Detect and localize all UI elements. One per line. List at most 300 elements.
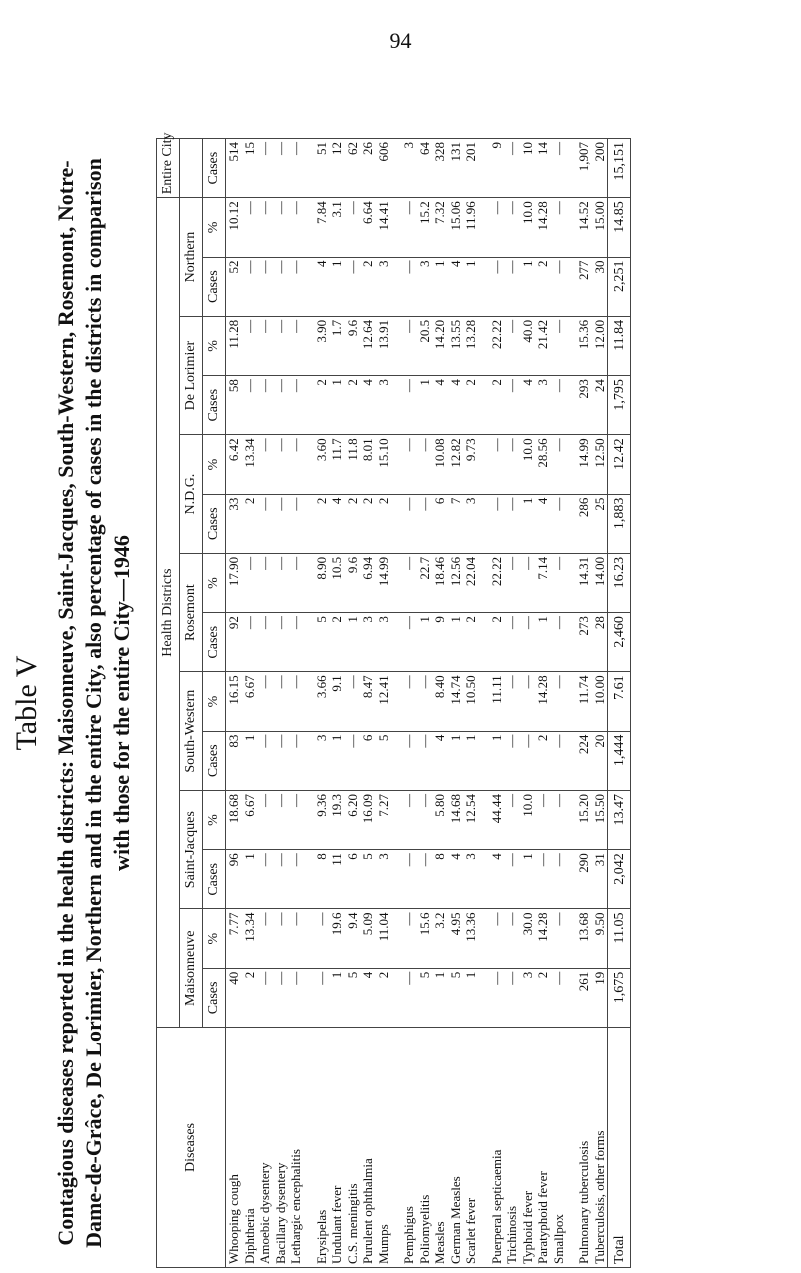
table-cell bbox=[479, 613, 489, 672]
table-cell bbox=[304, 257, 314, 316]
table-cell: 131 bbox=[448, 139, 464, 198]
table-cell: 1 bbox=[329, 376, 345, 435]
table-cell: 224 bbox=[576, 731, 592, 790]
table-cell: 3.2 bbox=[432, 909, 448, 968]
table-cell: — bbox=[504, 553, 520, 612]
table-cell: 44.44 bbox=[489, 790, 505, 849]
table-cell: — bbox=[257, 494, 273, 553]
table-cell: — bbox=[551, 790, 567, 849]
table-cell: 10.00 bbox=[592, 672, 608, 731]
disease-name: German Measles bbox=[448, 1028, 464, 1268]
district-header: N.D.G. bbox=[180, 435, 203, 554]
table-cell: — bbox=[504, 316, 520, 375]
table-cell: — bbox=[401, 435, 417, 494]
total-cell: 1,675 bbox=[608, 968, 631, 1027]
table-row bbox=[489, 139, 505, 1268]
table-cell bbox=[304, 968, 314, 1027]
percent-subheader: % bbox=[203, 909, 226, 968]
table-cell bbox=[304, 672, 314, 731]
table-cell: 21.42 bbox=[535, 316, 551, 375]
table-cell: 2 bbox=[314, 494, 330, 553]
table-cell: 12.82 bbox=[448, 435, 464, 494]
table-cell: — bbox=[401, 494, 417, 553]
table-cell bbox=[566, 198, 576, 257]
total-cell: 16.23 bbox=[608, 553, 631, 612]
table-cell: — bbox=[257, 257, 273, 316]
table-cell: 1 bbox=[242, 850, 258, 909]
district-header: Saint-Jacques bbox=[180, 790, 203, 909]
table-cell: — bbox=[257, 909, 273, 968]
table-cell: 13.55 bbox=[448, 316, 464, 375]
table-cell: 28.56 bbox=[535, 435, 551, 494]
table-cell: 12.54 bbox=[463, 790, 479, 849]
table-cell: 261 bbox=[576, 968, 592, 1027]
table-cell: — bbox=[257, 790, 273, 849]
disease-name: Poliomyelitis bbox=[417, 1028, 433, 1268]
table-cell: — bbox=[504, 435, 520, 494]
table-cell: — bbox=[504, 850, 520, 909]
table-cell: 13.36 bbox=[463, 909, 479, 968]
table-cell: 201 bbox=[463, 139, 479, 198]
health-districts-header: Health Districts bbox=[157, 198, 180, 1028]
table-cell: — bbox=[401, 731, 417, 790]
table-cell: — bbox=[551, 553, 567, 612]
table-cell: 293 bbox=[576, 376, 592, 435]
table-cell: 5 bbox=[314, 613, 330, 672]
table-cell: 10.0 bbox=[520, 790, 536, 849]
table-cell: — bbox=[551, 316, 567, 375]
table-cell: 3 bbox=[520, 968, 536, 1027]
table-cell: 10.0 bbox=[520, 198, 536, 257]
table-cell bbox=[479, 850, 489, 909]
disease-name: Erysipelas bbox=[314, 1028, 330, 1268]
table-cell: — bbox=[401, 850, 417, 909]
percent-subheader: % bbox=[203, 198, 226, 257]
table-cell: — bbox=[520, 553, 536, 612]
table-cell: 22.22 bbox=[489, 316, 505, 375]
table-cell: 290 bbox=[576, 850, 592, 909]
table-cell: 2 bbox=[242, 968, 258, 1027]
table-cell: — bbox=[520, 672, 536, 731]
district-header: Maisonneuve bbox=[180, 909, 203, 1028]
district-header: Northern bbox=[180, 198, 203, 317]
table-cell bbox=[566, 553, 576, 612]
table-cell: 7.77 bbox=[226, 909, 242, 968]
total-cell: 1,444 bbox=[608, 731, 631, 790]
table-cell: 14.00 bbox=[592, 553, 608, 612]
table-cell: 15 bbox=[242, 139, 258, 198]
table-cell: 4 bbox=[448, 376, 464, 435]
table-cell: — bbox=[257, 198, 273, 257]
table-row bbox=[448, 139, 464, 1268]
table-cell: 14.28 bbox=[535, 198, 551, 257]
table-cell: — bbox=[257, 968, 273, 1027]
disease-name bbox=[566, 1028, 576, 1268]
table-cell: 4 bbox=[360, 376, 376, 435]
total-cell: 14.85 bbox=[608, 198, 631, 257]
table-cell: 3 bbox=[376, 257, 392, 316]
table-cell: — bbox=[489, 435, 505, 494]
table-cell: 15.50 bbox=[592, 790, 608, 849]
table-cell: 3 bbox=[417, 257, 433, 316]
table-cell: — bbox=[504, 257, 520, 316]
table-cell: 11.04 bbox=[376, 909, 392, 968]
disease-name: Whooping cough bbox=[226, 1028, 242, 1268]
table-cell bbox=[304, 731, 314, 790]
table-cell: — bbox=[551, 494, 567, 553]
table-row bbox=[592, 139, 608, 1268]
table-cell: — bbox=[489, 909, 505, 968]
total-cell: 11.05 bbox=[608, 909, 631, 968]
table-cell: 9.36 bbox=[314, 790, 330, 849]
table-cell: 3.66 bbox=[314, 672, 330, 731]
table-cell: — bbox=[417, 850, 433, 909]
cases-subheader: Cases bbox=[203, 494, 226, 553]
table-cell: — bbox=[401, 316, 417, 375]
cases-subheader: Cases bbox=[203, 376, 226, 435]
table-cell: 64 bbox=[417, 139, 433, 198]
cases-subheader: Cases bbox=[203, 731, 226, 790]
table-cell: 16.15 bbox=[226, 672, 242, 731]
table-cell: 19.6 bbox=[329, 909, 345, 968]
table-cell: 1 bbox=[448, 731, 464, 790]
table-cell bbox=[479, 376, 489, 435]
table-cell: — bbox=[273, 139, 289, 198]
table-cell: — bbox=[257, 850, 273, 909]
table-cell bbox=[391, 316, 401, 375]
cases-subheader: Cases bbox=[203, 968, 226, 1027]
table-cell: 4 bbox=[314, 257, 330, 316]
table-cell: — bbox=[504, 790, 520, 849]
table-cell: 20 bbox=[592, 731, 608, 790]
table-cell: 606 bbox=[376, 139, 392, 198]
table-cell: — bbox=[504, 139, 520, 198]
table-row bbox=[417, 139, 433, 1268]
total-row bbox=[608, 139, 631, 1268]
total-cell: 2,460 bbox=[608, 613, 631, 672]
table-cell bbox=[304, 790, 314, 849]
table-cell: — bbox=[288, 731, 304, 790]
table-cell: 2 bbox=[489, 613, 505, 672]
table-cell: — bbox=[551, 672, 567, 731]
table-cell bbox=[479, 198, 489, 257]
table-cell: 1 bbox=[345, 613, 361, 672]
table-cell: — bbox=[489, 968, 505, 1027]
table-cell: 4 bbox=[360, 968, 376, 1027]
table-cell: 2 bbox=[345, 494, 361, 553]
percent-subheader: % bbox=[203, 790, 226, 849]
table-cell: — bbox=[504, 672, 520, 731]
table-cell: — bbox=[288, 198, 304, 257]
table-cell: 14.74 bbox=[448, 672, 464, 731]
table-cell: 3.60 bbox=[314, 435, 330, 494]
table-cell: 28 bbox=[592, 613, 608, 672]
page-number: 94 bbox=[389, 28, 412, 53]
entire-city-header: Entire City bbox=[157, 139, 180, 198]
table-cell: — bbox=[535, 790, 551, 849]
table-cell: 6 bbox=[345, 850, 361, 909]
table-cell: 13.34 bbox=[242, 435, 258, 494]
percent-subheader: % bbox=[203, 316, 226, 375]
table-cell: — bbox=[273, 435, 289, 494]
table-cell bbox=[479, 731, 489, 790]
table-cell: 4 bbox=[432, 731, 448, 790]
table-cell: — bbox=[401, 613, 417, 672]
cases-subheader: Cases bbox=[203, 613, 226, 672]
table-cell: 2 bbox=[242, 494, 258, 553]
table-cell: 2 bbox=[535, 257, 551, 316]
table-cell: — bbox=[288, 672, 304, 731]
table-cell: 22.04 bbox=[463, 553, 479, 612]
table-cell bbox=[566, 731, 576, 790]
table-cell: — bbox=[273, 613, 289, 672]
table-cell: 5 bbox=[417, 968, 433, 1027]
disease-name bbox=[391, 1028, 401, 1268]
disease-name: Purulent ophthalmia bbox=[360, 1028, 376, 1268]
table-cell: 6.20 bbox=[345, 790, 361, 849]
table-cell: 1 bbox=[448, 613, 464, 672]
table-cell: 1 bbox=[417, 376, 433, 435]
spacer-row bbox=[391, 139, 401, 1268]
table-cell: 6.67 bbox=[242, 790, 258, 849]
table-cell: 5.09 bbox=[360, 909, 376, 968]
disease-name bbox=[304, 1028, 314, 1268]
disease-name: C.S. meningitis bbox=[345, 1028, 361, 1268]
table-cell bbox=[391, 139, 401, 198]
table-cell: 7.32 bbox=[432, 198, 448, 257]
spacer-row bbox=[304, 139, 314, 1268]
table-cell: 11.96 bbox=[463, 198, 479, 257]
table-cell: 8 bbox=[432, 850, 448, 909]
table-cell: — bbox=[417, 435, 433, 494]
table-cell: 3 bbox=[463, 494, 479, 553]
table-cell: 3 bbox=[314, 731, 330, 790]
table-cell: 2 bbox=[535, 968, 551, 1027]
table-cell: 9.4 bbox=[345, 909, 361, 968]
table-cell: 7.14 bbox=[535, 553, 551, 612]
table-cell: 15.2 bbox=[417, 198, 433, 257]
table-cell: — bbox=[288, 553, 304, 612]
table-cell: 1 bbox=[463, 731, 479, 790]
table-cell: 4 bbox=[432, 376, 448, 435]
table-row bbox=[257, 139, 273, 1268]
table-cell: 2 bbox=[463, 613, 479, 672]
rotated-table-page bbox=[8, 132, 778, 1268]
table-cell: — bbox=[551, 731, 567, 790]
table-cell: 3 bbox=[376, 850, 392, 909]
cases-subheader: Cases bbox=[203, 257, 226, 316]
table-cell: 14.68 bbox=[448, 790, 464, 849]
disease-name bbox=[479, 1028, 489, 1268]
disease-name: Bacillary dysentery bbox=[273, 1028, 289, 1268]
disease-name: Scarlet fever bbox=[463, 1028, 479, 1268]
table-cell: — bbox=[242, 316, 258, 375]
table-cell: 1 bbox=[463, 257, 479, 316]
table-cell: — bbox=[273, 494, 289, 553]
disease-name: Pulmonary tuberculosis bbox=[576, 1028, 592, 1268]
table-cell: 11.8 bbox=[345, 435, 361, 494]
table-cell: — bbox=[504, 494, 520, 553]
table-cell: 7.27 bbox=[376, 790, 392, 849]
table-cell: — bbox=[314, 968, 330, 1027]
table-cell bbox=[479, 494, 489, 553]
table-cell: — bbox=[489, 494, 505, 553]
disease-name: Mumps bbox=[376, 1028, 392, 1268]
table-row bbox=[288, 139, 304, 1268]
table-cell: — bbox=[273, 316, 289, 375]
table-cell: — bbox=[314, 909, 330, 968]
table-cell: 2 bbox=[535, 731, 551, 790]
table-cell: — bbox=[273, 790, 289, 849]
table-cell: 31 bbox=[592, 850, 608, 909]
table-cell: 2 bbox=[360, 257, 376, 316]
table-cell: 14.28 bbox=[535, 909, 551, 968]
table-cell: — bbox=[551, 139, 567, 198]
table-cell bbox=[566, 316, 576, 375]
table-cell: 24 bbox=[592, 376, 608, 435]
table-cell: 273 bbox=[576, 613, 592, 672]
table-heading: Contagious diseases reported in the health districts: Maisonneuve, Saint-Jacques, South-Western, Rosemont, Notre-Dame-de-Grâce, De Lorimier, Northern and in the entire City, also percentage of cases in the districts in comparison with those for the entire City—1946 bbox=[53, 158, 134, 1248]
diseases-table bbox=[156, 132, 631, 1268]
table-cell: 4 bbox=[489, 850, 505, 909]
table-cell: — bbox=[257, 316, 273, 375]
table-cell: — bbox=[401, 968, 417, 1027]
table-cell: 10 bbox=[520, 139, 536, 198]
table-cell: — bbox=[417, 731, 433, 790]
table-cell: 9.50 bbox=[592, 909, 608, 968]
table-cell: 52 bbox=[226, 257, 242, 316]
table-cell: 3 bbox=[535, 376, 551, 435]
table-cell bbox=[566, 257, 576, 316]
table-cell bbox=[391, 790, 401, 849]
table-cell: 9.73 bbox=[463, 435, 479, 494]
total-cell: 1,795 bbox=[608, 376, 631, 435]
table-cell: 16.09 bbox=[360, 790, 376, 849]
disease-name: Tuberculosis, other forms bbox=[592, 1028, 608, 1268]
table-cell: — bbox=[345, 257, 361, 316]
table-cell: 51 bbox=[314, 139, 330, 198]
table-cell: 514 bbox=[226, 139, 242, 198]
table-cell bbox=[304, 850, 314, 909]
table-row bbox=[345, 139, 361, 1268]
table-row bbox=[314, 139, 330, 1268]
table-cell: — bbox=[489, 257, 505, 316]
table-cell: — bbox=[242, 553, 258, 612]
table-cell: 30 bbox=[592, 257, 608, 316]
table-cell: 2 bbox=[329, 613, 345, 672]
table-cell: 8.47 bbox=[360, 672, 376, 731]
table-cell: — bbox=[288, 376, 304, 435]
table-cell: 8 bbox=[314, 850, 330, 909]
table-cell: 8.40 bbox=[432, 672, 448, 731]
table-row bbox=[360, 139, 376, 1268]
table-cell bbox=[479, 257, 489, 316]
table-cell: — bbox=[345, 731, 361, 790]
table-cell: 14.99 bbox=[376, 553, 392, 612]
table-cell bbox=[304, 376, 314, 435]
table-cell: 1 bbox=[520, 494, 536, 553]
table-cell: 1 bbox=[417, 613, 433, 672]
table-cell: 18.68 bbox=[226, 790, 242, 849]
table-cell: — bbox=[417, 790, 433, 849]
total-cell: 2,251 bbox=[608, 257, 631, 316]
table-cell: 92 bbox=[226, 613, 242, 672]
table-cell: — bbox=[520, 731, 536, 790]
table-cell: 40 bbox=[226, 968, 242, 1027]
table-cell bbox=[479, 435, 489, 494]
table-cell: 3 bbox=[463, 850, 479, 909]
table-cell: 10.08 bbox=[432, 435, 448, 494]
disease-name: Measles bbox=[432, 1028, 448, 1268]
table-cell bbox=[304, 198, 314, 257]
table-cell: 2 bbox=[360, 494, 376, 553]
table-cell: 2 bbox=[463, 376, 479, 435]
table-cell: 5 bbox=[360, 850, 376, 909]
table-cell: 10.5 bbox=[329, 553, 345, 612]
table-cell: — bbox=[551, 909, 567, 968]
table-cell: 15.00 bbox=[592, 198, 608, 257]
table-cell: — bbox=[551, 850, 567, 909]
table-cell bbox=[391, 198, 401, 257]
table-cell bbox=[391, 909, 401, 968]
table-cell: 1 bbox=[535, 613, 551, 672]
table-cell: 18.46 bbox=[432, 553, 448, 612]
table-cell: 83 bbox=[226, 731, 242, 790]
table-cell: 3 bbox=[376, 376, 392, 435]
table-cell: 9.1 bbox=[329, 672, 345, 731]
table-body bbox=[226, 139, 631, 1268]
table-cell: — bbox=[288, 494, 304, 553]
table-cell bbox=[479, 316, 489, 375]
table-cell: 6.94 bbox=[360, 553, 376, 612]
district-header: Rosemont bbox=[180, 553, 203, 672]
spacer-row bbox=[566, 139, 576, 1268]
table-title: Table V bbox=[10, 655, 43, 751]
table-cell: 4 bbox=[448, 257, 464, 316]
table-cell: — bbox=[257, 672, 273, 731]
table-cell: 6 bbox=[432, 494, 448, 553]
spacer-row bbox=[479, 139, 489, 1268]
table-cell: — bbox=[504, 731, 520, 790]
table-cell: — bbox=[273, 257, 289, 316]
table-cell: — bbox=[401, 672, 417, 731]
table-cell: 8.90 bbox=[314, 553, 330, 612]
table-cell: — bbox=[273, 850, 289, 909]
table-cell bbox=[391, 553, 401, 612]
disease-name: Amoebic dysentery bbox=[257, 1028, 273, 1268]
table-cell: 15.20 bbox=[576, 790, 592, 849]
district-header: South-Western bbox=[180, 672, 203, 791]
total-cell: 2,042 bbox=[608, 850, 631, 909]
total-cell: 1,883 bbox=[608, 494, 631, 553]
table-cell: 2 bbox=[345, 376, 361, 435]
table-row bbox=[551, 139, 567, 1268]
table-cell: — bbox=[417, 494, 433, 553]
table-cell: 328 bbox=[432, 139, 448, 198]
table-cell: 277 bbox=[576, 257, 592, 316]
table-cell: — bbox=[520, 613, 536, 672]
disease-name: Diphtheria bbox=[242, 1028, 258, 1268]
table-cell: 1 bbox=[432, 968, 448, 1027]
total-cell: 13.47 bbox=[608, 790, 631, 849]
table-cell: 14 bbox=[535, 139, 551, 198]
table-cell: 1 bbox=[242, 731, 258, 790]
table-cell: 14.31 bbox=[576, 553, 592, 612]
table-cell: 1 bbox=[432, 257, 448, 316]
table-cell: 12.64 bbox=[360, 316, 376, 375]
table-cell: 2 bbox=[314, 376, 330, 435]
table-cell bbox=[566, 376, 576, 435]
